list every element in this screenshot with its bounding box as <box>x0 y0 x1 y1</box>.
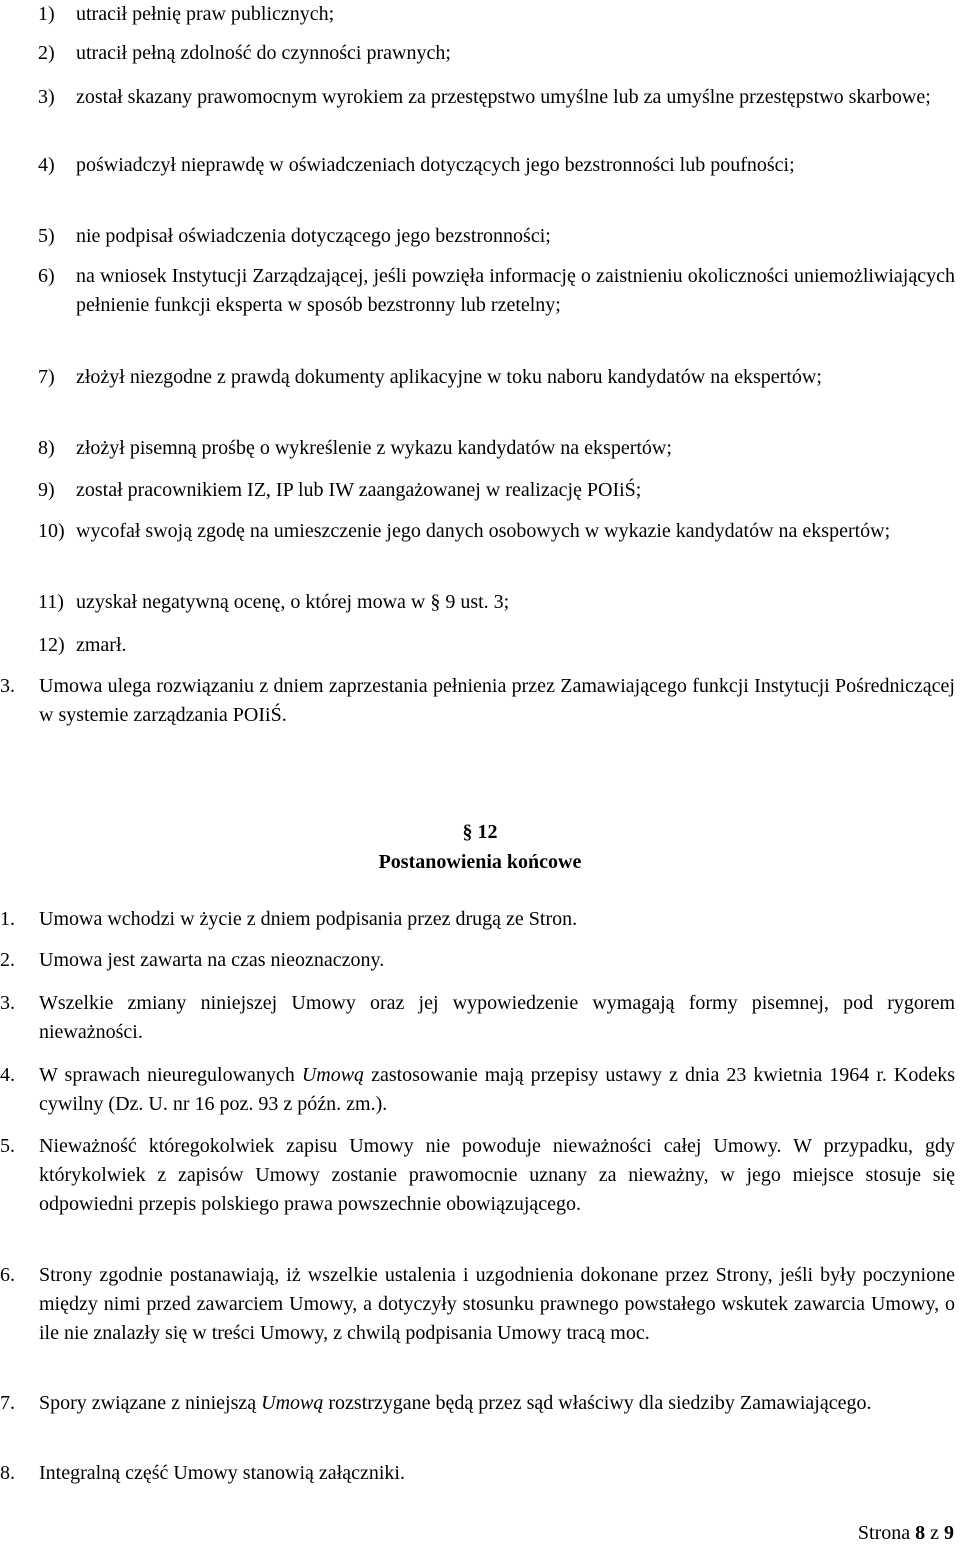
list-item <box>0 476 955 505</box>
list-item <box>0 39 955 68</box>
list-item <box>0 1061 955 1119</box>
item-number: 2) <box>38 42 55 64</box>
item-number: 4) <box>38 154 55 176</box>
list-item <box>0 222 955 251</box>
list-item <box>0 434 955 463</box>
item-text-end: zastosowanie mają przepisy ustawy z dnia 23 kwietnia 1964 r. Kodeks cywilny (Dz. U. nr 16 poz. 93 z późn. zm.). <box>39 1064 955 1115</box>
item-text: Nieważność któregokolwiek zapisu Umowy nie powoduje nieważności całej Umowy. W przypadku, gdy którykolwiek z zapisów Umowy zostanie prawomocnie uznany za nieważny, w jego miejsce stosuje się odpowiedni przepis polskiego prawa powszechnie obowiązującego. <box>39 1135 955 1215</box>
list-item <box>0 151 955 180</box>
item-number: 5) <box>38 225 55 247</box>
item-text: Integralną część Umowy stanowią załączniki. <box>39 1462 405 1484</box>
item-text: utracił pełną zdolność do czynności prawnych; <box>76 42 451 64</box>
item-number: 12) <box>38 634 65 656</box>
item-text: zmarł. <box>76 634 127 656</box>
page-footer <box>858 1519 954 1548</box>
item-number: 10) <box>38 520 65 542</box>
item-number: 6. <box>0 1264 15 1286</box>
item-text: utracił pełnię praw publicznych; <box>76 3 335 25</box>
item-number: 3) <box>38 86 55 108</box>
item-text: złożył pisemną prośbę o wykreślenie z wykazu kandydatów na ekspertów; <box>76 437 672 459</box>
item-number: 6) <box>38 265 55 287</box>
item-text: Umowa jest zawarta na czas nieoznaczony. <box>39 949 385 971</box>
item-text: Wszelkie zmiany niniejszej Umowy oraz jej wypowiedzenie wymagają formy pisemnej, pod rygorem nieważności. <box>39 992 955 1043</box>
item-number: 8) <box>38 437 55 459</box>
item-text: złożył niezgodne z prawdą dokumenty aplikacyjne w toku naboru kandydatów na ekspertów; <box>76 366 822 388</box>
list-item <box>0 989 955 1047</box>
list-item <box>0 946 955 975</box>
item-number: 7. <box>0 1392 15 1414</box>
item-number: 11) <box>38 591 64 613</box>
section-title: Postanowienia końcowe <box>378 851 582 873</box>
item-number: 8. <box>0 1462 15 1484</box>
item-text-start: Spory związane z niniejszą <box>39 1392 262 1414</box>
list-item <box>0 262 955 320</box>
item-text-end: rozstrzygane będą przez sąd właściwy dla siedziby Zamawiającego. <box>323 1392 872 1414</box>
item-text: na wniosek Instytucji Zarządzającej, jeśli powzięła informację o zaistnieniu okoliczności uniemożliwiających pełnienie funkcji eksperta w sposób bezstronny lub rzetelny; <box>76 265 955 316</box>
item-number: 3. <box>0 992 15 1014</box>
list-item <box>0 517 955 546</box>
item-number: 4. <box>0 1064 15 1086</box>
item-number: 1) <box>38 3 55 25</box>
item-number: 7) <box>38 366 55 388</box>
item-text-emphasis: Umową <box>261 1392 324 1414</box>
item-text: Umowa wchodzi w życie z dniem podpisania przez drugą ze Stron. <box>39 908 578 930</box>
page-total: 9 <box>944 1522 954 1544</box>
item-number: 1. <box>0 908 15 930</box>
item-text: został skazany prawomocnym wyrokiem za przestępstwo umyślne lub za umyślne przestępstwo skarbowe; <box>76 86 931 108</box>
item-number: 2. <box>0 949 15 971</box>
item-text: uzyskał negatywną ocenę, o której mowa w § 9 ust. 3; <box>76 591 510 613</box>
list-item <box>0 1261 955 1348</box>
list-item <box>0 83 955 112</box>
item-text: Umowa ulega rozwiązaniu z dniem zaprzestania pełnienia przez Zamawiającego funkcji Instytucji Pośredniczącej w systemie zarządzania POIiŚ. <box>39 675 955 726</box>
item-text: nie podpisał oświadczenia dotyczącego jego bezstronności; <box>76 225 551 247</box>
item-text: Strony zgodnie postanawiają, iż wszelkie ustalenia i uzgodnienia dokonane przez Strony, jeśli były poczynione między nimi przed zawarciem Umowy, a dotyczyły stosunku prawnego powstałego wskutek zawarcia Umowy, o ile nie znalazły się w treści Umowy, z chwilą podpisania Umowy tracą moc. <box>39 1264 955 1344</box>
paragraph-point-3 <box>0 672 955 730</box>
section-number: § 12 <box>462 821 498 843</box>
item-text-start: W sprawach nieuregulowanych <box>39 1064 302 1086</box>
list-item <box>0 631 955 660</box>
list-item <box>0 1132 955 1219</box>
list-item <box>0 363 955 392</box>
list-item <box>0 1459 955 1488</box>
list-item <box>0 588 955 617</box>
page-number: 8 <box>915 1522 926 1544</box>
item-text-emphasis: Umową <box>301 1064 365 1086</box>
footer-middle: z <box>925 1522 944 1544</box>
list-item <box>0 905 955 934</box>
item-text: poświadczył nieprawdę w oświadczeniach dotyczących jego bezstronności lub poufności; <box>76 154 795 176</box>
item-text: wycofał swoją zgodę na umieszczenie jego danych osobowych w wykazie kandydatów na ekspertów; <box>76 520 891 542</box>
footer-prefix: Strona <box>857 1522 916 1544</box>
item-number: 5. <box>0 1135 15 1157</box>
list-item <box>0 0 955 29</box>
item-text <box>39 1389 955 1418</box>
item-text <box>39 1061 955 1119</box>
item-number: 9) <box>38 479 55 501</box>
item-text: został pracownikiem IZ, IP lub IW zaangażowanej w realizację POIiŚ; <box>76 479 642 501</box>
item-number: 3. <box>0 675 15 697</box>
list-item <box>0 1389 955 1418</box>
